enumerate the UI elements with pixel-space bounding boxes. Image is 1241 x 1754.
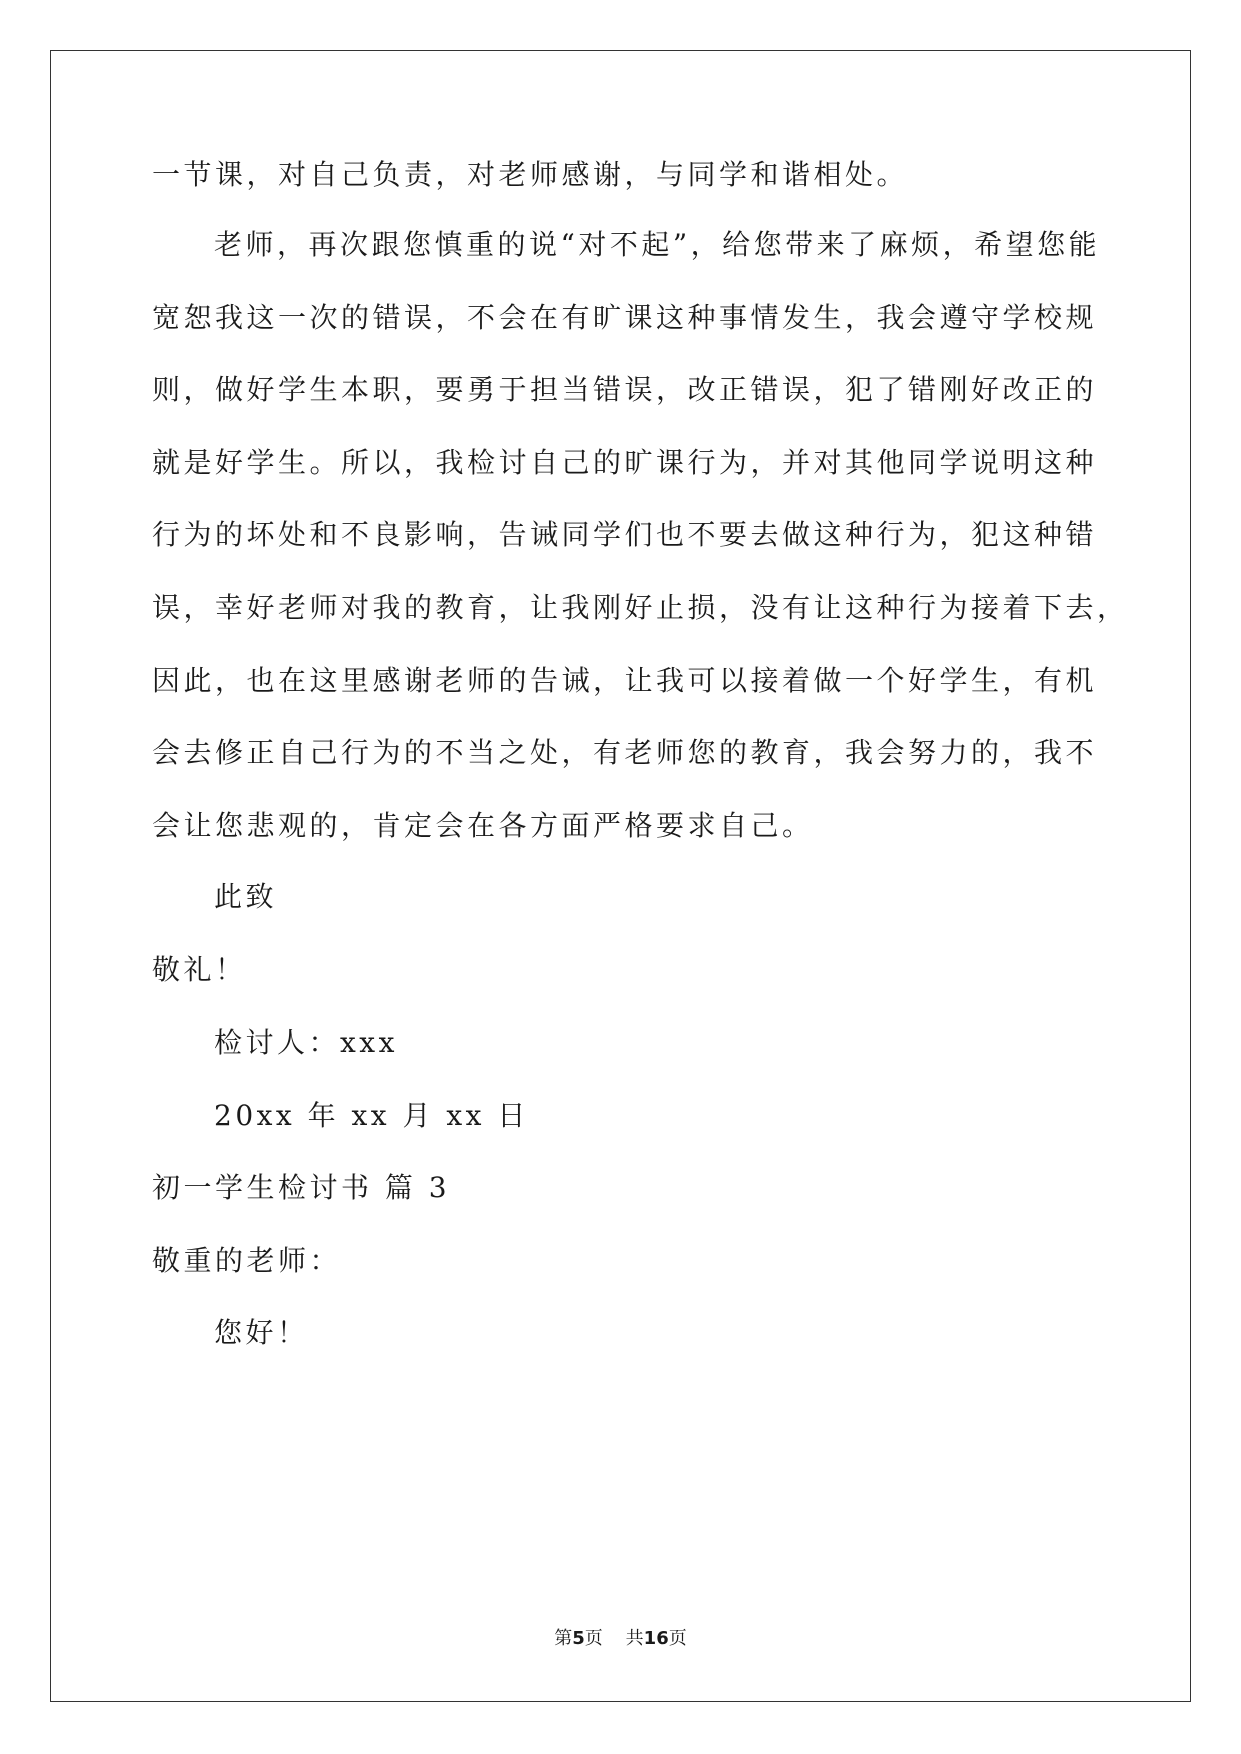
greeting-line: 您好！ bbox=[214, 1316, 309, 1349]
total-page-count: 16 bbox=[643, 1628, 669, 1649]
paragraph-line: 行为的坏处和不良影响，告诫同学们也不要去做这种行为，犯这种错 bbox=[152, 518, 1098, 551]
greeting-line: 敬重的老师： bbox=[152, 1244, 342, 1277]
section-title: 初一学生检讨书 篇 3 bbox=[152, 1171, 451, 1204]
paragraph-line: 会去修正自己行为的不当之处，有老师您的教育，我会努力的，我不 bbox=[152, 736, 1098, 769]
paragraph-line: 误，幸好老师对我的教育，让我刚好止损，没有让这种行为接着下去， bbox=[152, 591, 1129, 624]
paragraph-line: 则，做好学生本职，要勇于担当错误，改正错误，犯了错刚好改正的 bbox=[152, 373, 1098, 406]
paragraph-line: 宽恕我这一次的错误，不会在有旷课这种事情发生，我会遵守学校规 bbox=[152, 301, 1098, 334]
page-footer bbox=[0, 1627, 1241, 1651]
footer-prefix: 第 bbox=[554, 1628, 573, 1649]
current-page-number: 5 bbox=[572, 1628, 585, 1649]
date-line: 20xx 年 xx 月 xx 日 bbox=[214, 1099, 529, 1132]
paragraph-line: 就是好学生。所以，我检讨自己的旷课行为，并对其他同学说明这种 bbox=[152, 446, 1098, 479]
signature-line: 检讨人：xxx bbox=[214, 1026, 398, 1059]
paragraph-line: 老师，再次跟您慎重的说“对不起”，给您带来了麻烦，希望您能 bbox=[214, 228, 1101, 261]
closing-regards: 敬礼！ bbox=[152, 953, 247, 986]
footer-page-suffix: 页 bbox=[584, 1628, 603, 1649]
footer-total-prefix: 共 bbox=[625, 1628, 644, 1649]
closing-salutation: 此致 bbox=[214, 880, 278, 913]
paragraph-line: 一节课，对自己负责，对老师感谢，与同学和谐相处。 bbox=[152, 158, 909, 191]
footer-total-suffix: 页 bbox=[668, 1628, 687, 1649]
paragraph-line: 因此，也在这里感谢老师的告诫，让我可以接着做一个好学生，有机 bbox=[152, 664, 1098, 697]
paragraph-line: 会让您悲观的，肯定会在各方面严格要求自己。 bbox=[152, 809, 814, 842]
